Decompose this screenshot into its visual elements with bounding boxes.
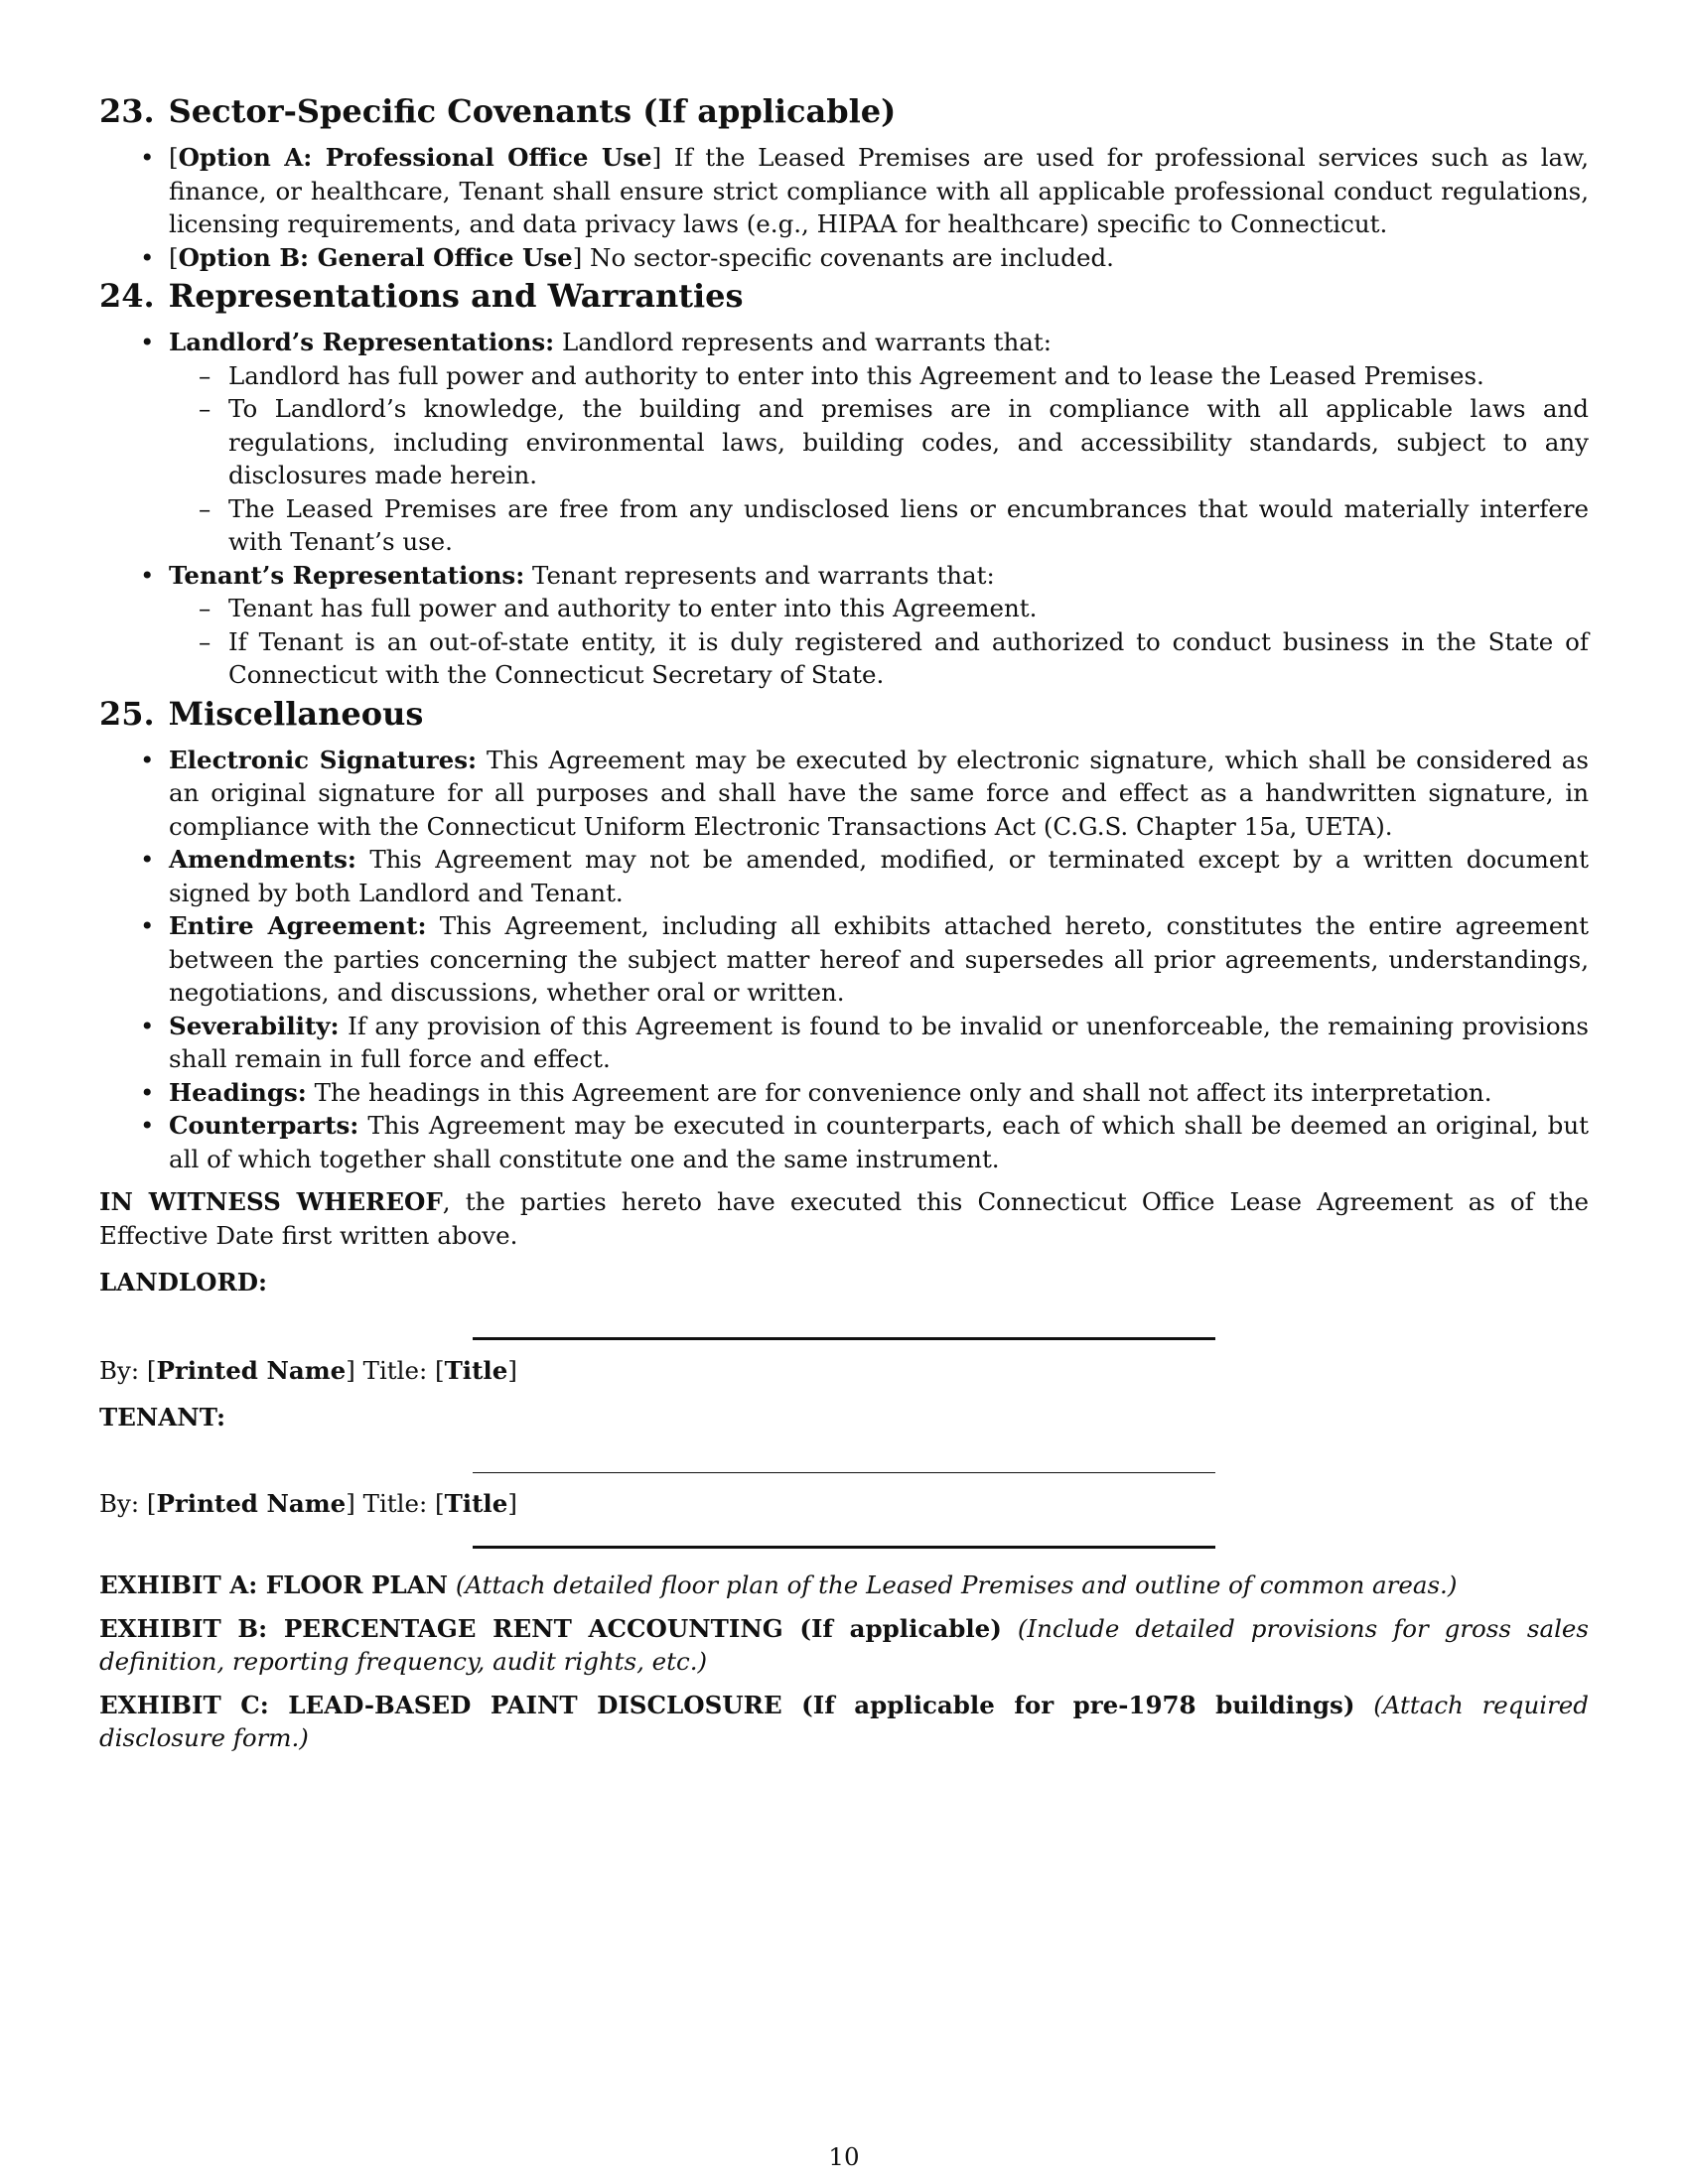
tenant-representations-sublist xyxy=(169,592,1589,692)
tenant-label: TENANT: xyxy=(99,1403,226,1432)
landlord-by-line: By: [Printed Name] Title: [Title] xyxy=(99,1355,517,1385)
section-24-number: 24. xyxy=(99,277,155,315)
tenant-representations-label: Tenant’s Representations: xyxy=(169,560,525,590)
item-label: Counterparts: xyxy=(169,1111,359,1140)
list-item xyxy=(169,559,1589,692)
section-23-title: Sector-Specific Covenants (If applicable) xyxy=(168,92,897,130)
option-a-label: Option A: Professional Office Use xyxy=(178,143,652,172)
title-placeholder: Title xyxy=(444,1355,508,1385)
section-23-number: 23. xyxy=(99,92,155,130)
sub-list-item: – Landlord has full power and authority to enter into this Agreement and to lease the Leased Premises. xyxy=(228,359,1589,393)
item-text: If any provision of this Agreement is found to be invalid or unenforceable, the remaining provisions shall remain in full force and effect. xyxy=(169,1011,1589,1073)
option-b-label: Option B: General Office Use xyxy=(178,242,573,272)
list-item xyxy=(169,1076,1589,1110)
item-text: This Agreement may be executed by electronic signature, which shall be considered as an original signature for all purposes and shall have the same force and effect as a handwritten signature, in compliance with the Connecticut Uniform Electronic Transactions Act (C.G.S. Chapter 15a, UETA). xyxy=(169,745,1589,841)
option-a-text: If the Leased Premises are used for professional services such as law, finance, or healthcare, Tenant shall ensure strict compliance with all applicable professional conduct regulations, licensing requirements, and data privacy laws (e.g., HIPAA for healthcare) specific to Connecticut. xyxy=(169,143,1589,238)
tenant-signature-line[interactable] xyxy=(473,1472,1215,1473)
section-24-list xyxy=(99,326,1589,692)
sub-list-item: – Tenant has full power and authority to enter into this Agreement. xyxy=(228,592,1589,625)
landlord-label: LANDLORD: xyxy=(99,1268,268,1297)
section-23-list xyxy=(99,141,1589,274)
list-item xyxy=(169,744,1589,844)
list-item xyxy=(169,326,1589,559)
title-placeholder: Title xyxy=(444,1488,508,1518)
item-label: Amendments: xyxy=(169,845,356,874)
item-label: Electronic Signatures: xyxy=(169,745,478,774)
item-text: The headings in this Agreement are for convenience only and shall not affect its interpretation. xyxy=(306,1077,1492,1107)
item-text: This Agreement may be executed in counterparts, each of which shall be deemed an original, but all of which together shall constitute one and the same instrument. xyxy=(169,1111,1589,1173)
printed-name-placeholder: Printed Name xyxy=(156,1488,347,1518)
item-label: Headings: xyxy=(169,1077,307,1107)
sub-list-item: – The Leased Premises are free from any undisclosed liens or encumbrances that would materially interfere with Tenant’s use. xyxy=(228,492,1589,559)
exhibit-a-note: (Attach detailed floor plan of the Leased Premises and outline of common areas.) xyxy=(455,1570,1458,1599)
list-item xyxy=(169,1010,1589,1076)
witness-paragraph xyxy=(99,1185,1589,1252)
exhibit-b xyxy=(99,1612,1589,1679)
section-25-number: 25. xyxy=(99,694,155,733)
tenant-by-line: By: [Printed Name] Title: [Title] xyxy=(99,1488,517,1518)
divider-rule xyxy=(473,1546,1215,1549)
title-label: Title: xyxy=(354,1355,435,1385)
page-number: 10 xyxy=(828,2142,860,2171)
item-label: Entire Agreement: xyxy=(169,911,427,940)
sub-list-item: – To Landlord’s knowledge, the building and premises are in compliance with all applicable laws and regulations, including environmental laws, building codes, and accessibility standards, subject to any disclosures made herein. xyxy=(228,392,1589,492)
landlord-representations-text: Landlord represents and warrants that: xyxy=(554,328,1053,356)
option-b-text: No sector-specific covenants are included. xyxy=(582,242,1114,272)
exhibit-a-title: EXHIBIT A: FLOOR PLAN xyxy=(99,1570,449,1599)
landlord-representations-label: Landlord’s Representations: xyxy=(169,328,555,356)
by-label: By: xyxy=(99,1355,147,1385)
section-23-heading xyxy=(99,89,1589,133)
tenant-representations-text: Tenant represents and warrants that: xyxy=(524,560,995,590)
title-label: Title: xyxy=(354,1488,435,1518)
item-text: This Agreement may not be amended, modified, or terminated except by a written document signed by both Landlord and Tenant. xyxy=(169,845,1589,907)
landlord-signature-line[interactable] xyxy=(473,1337,1215,1340)
item-text: This Agreement, including all exhibits attached hereto, constitutes the entire agreement between the parties concerning the subject matter hereof and supersedes all prior agreements, understandings, negotiations, and discussions, whether oral or written. xyxy=(169,911,1589,1007)
exhibit-c-note: (Attach required disclosure form.) xyxy=(99,1690,1589,1752)
exhibit-a xyxy=(99,1569,1589,1602)
exhibit-b-title: EXHIBIT B: PERCENTAGE RENT ACCOUNTING (If applicable) xyxy=(99,1613,1002,1643)
document-page xyxy=(99,89,1589,1755)
by-label: By: xyxy=(99,1488,147,1518)
list-item: • [Option B: General Office Use] No sector-specific covenants are included. xyxy=(169,241,1589,275)
list-item xyxy=(169,1109,1589,1175)
sub-list-item: – If Tenant is an out-of-state entity, it is duly registered and authorized to conduct business in the State of Connecticut with the Connecticut Secretary of State. xyxy=(228,625,1589,692)
list-item xyxy=(169,909,1589,1010)
item-label: Severability: xyxy=(169,1011,340,1040)
landlord-representations-sublist xyxy=(169,359,1589,559)
section-25-title: Miscellaneous xyxy=(168,694,424,733)
section-24-heading xyxy=(99,274,1589,318)
witness-text: , the parties hereto have executed this Connecticut Office Lease Agreement as of the Effective Date first written above. xyxy=(99,1187,1589,1250)
exhibit-b-note: (Include detailed provisions for gross sales definition, reporting frequency, audit rights, etc.) xyxy=(99,1613,1589,1676)
printed-name-placeholder: Printed Name xyxy=(156,1355,347,1385)
exhibit-c-title: EXHIBIT C: LEAD-BASED PAINT DISCLOSURE (If applicable for pre-1978 buildings) xyxy=(99,1690,1355,1719)
section-25-heading xyxy=(99,692,1589,736)
witness-bold: IN WITNESS WHEREOF xyxy=(99,1187,443,1216)
list-item: • [Option A: Professional Office Use] If the Leased Premises are used for professional services such as law, finance, or healthcare, Tenant shall ensure strict compliance with all applicable professional conduct regulations, licensing requirements, and data privacy laws (e.g., HIPAA for healthcare) specific to Connecticut. xyxy=(169,141,1589,241)
section-25-list xyxy=(99,744,1589,1176)
list-item xyxy=(169,843,1589,909)
exhibit-c xyxy=(99,1689,1589,1755)
section-24-title: Representations and Warranties xyxy=(168,277,744,315)
